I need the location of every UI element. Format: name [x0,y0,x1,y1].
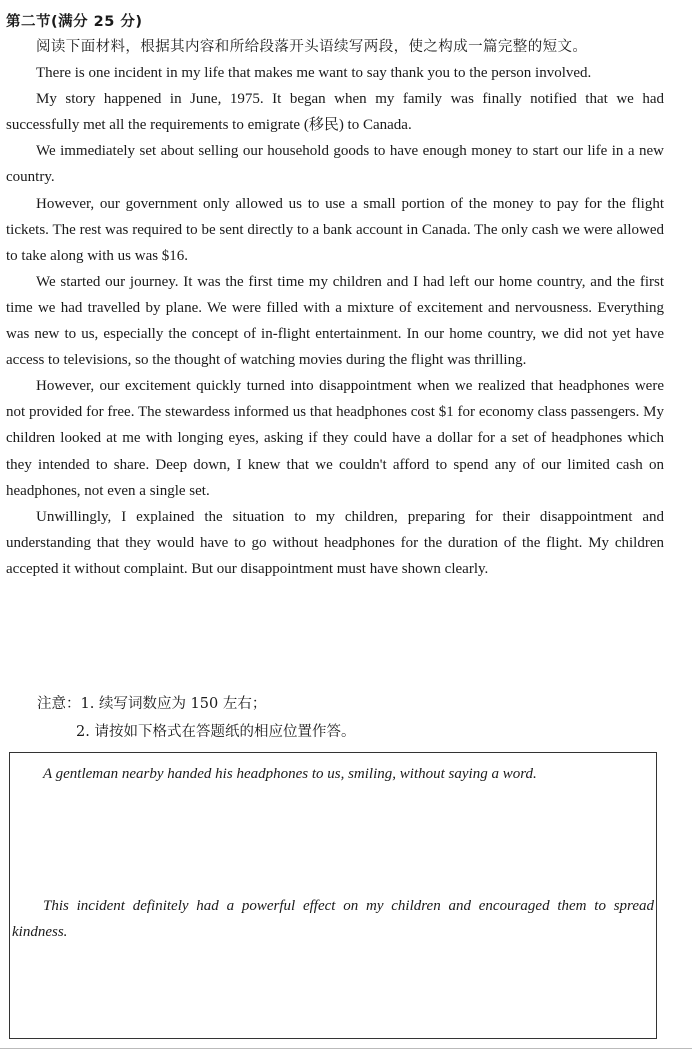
section-heading: 第二节(满分 25 分) [6,14,143,30]
paragraph-2-start: This incident definitely had a powerful effect on my children and encouraged them to spread kindness. [12,898,654,940]
answer-box [9,752,657,1039]
passage-paragraph-1: There is one incident in my life that makes me want to say thank you to the person involved. [36,65,592,82]
paragraph-1-start: A gentleman nearby handed his headphones to us, smiling, without saying a word. [43,766,537,782]
divider [0,1048,692,1049]
passage-paragraph-7: Unwillingly, I explained the situation to my children, preparing for their disappointment and understanding that they would have to go without headphones for the duration of the flight. My children accepted it without complaint. But our disappointment must have shown clearly. [6,508,664,577]
passage-paragraph-5: We started our journey. It was the first time my children and I had left our home country, and the first time we had travelled by plane. We were filled with a mixture of excitement and nervousness. Everything was new to us, especially the concept of in-flight entertainment. In our home country, we did not yet have access to televisions, so the thought of watching movies during the flight was thrilling. [6,273,664,369]
passage-paragraph-3: We immediately set about selling our household goods to have enough money to start our life in a new country. [6,143,664,186]
instructions: 阅读下面材料，根据其内容和所给段落开头语续写两段，使之构成一篇完整的短文。 [36,39,588,55]
reading-passage [6,34,664,582]
passage-paragraph-4: However, our government only allowed us to use a small portion of the money to pay for the flight tickets. The rest was required to be sent directly to a bank account in Canada. The only cash we were allowed to take along with us was $16. [6,195,664,264]
passage-paragraph-6: However, our excitement quickly turned into disappointment when we realized that headphones were not provided for free. The stewardess informed us that headphones cost $1 for economy class passengers. My children looked at me with longing eyes, asking if they could have a dollar for a set of headphones which they intended to share. Deep down, I knew that we couldn't afford to spend any of our limited cash on headphones, not even a single set. [6,378,664,499]
note-answer-format: 2. 请按如下格式在答题纸的相应位置作答。 [76,724,356,740]
note-word-count: 注意：1. 续写词数应为 150 左右； [37,696,267,712]
passage-paragraph-2: My story happened in June, 1975. It began when my family was finally notified that we had successfully met all the requirements to emigrate (移民) to Canada. [6,91,664,134]
